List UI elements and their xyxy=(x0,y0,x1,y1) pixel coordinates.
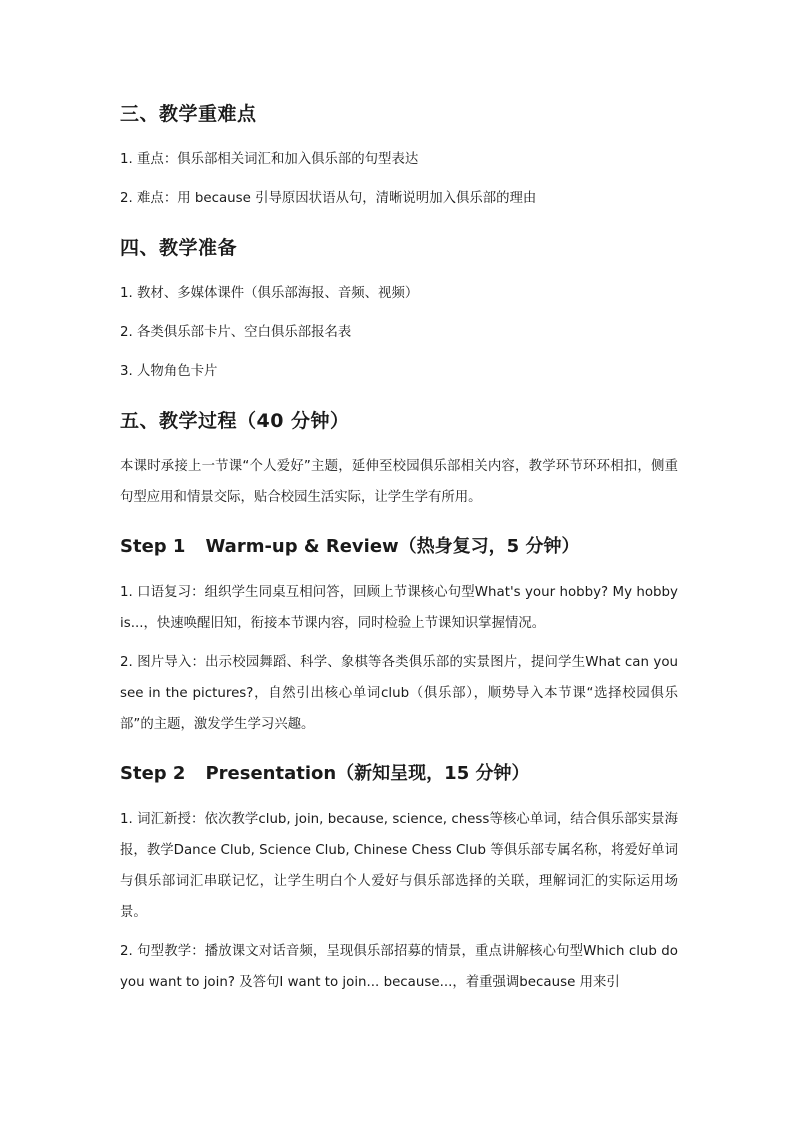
step-heading-1 xyxy=(120,531,678,563)
list-item: 1. 口语复习：组织学生同桌互相问答，回顾上节课核心句型What's your hobby? My hobby is...，快速唤醒旧知，衔接本节课内容，同时检验上节课知识掌握情况。 xyxy=(120,585,678,631)
document-body xyxy=(120,98,678,1006)
list-item: 1. 词汇新授：依次教学club, join, because, science, chess等核心单词，结合俱乐部实景海报，教学Dance Club, Science Club, Chinese Chess Club 等俱乐部专属名称，将爱好单词与俱乐部词汇串联记忆，让学生明白个人爱好与俱乐部选择的关联，理解词汇的实际运用场景。 xyxy=(120,812,678,920)
list-item: 2. 图片导入：出示校园舞蹈、科学、象棋等各类俱乐部的实景图片，提问学生What can you see in the pictures?，自然引出核心单词club（俱乐部），顺势导入本节课“选择校园俱乐部”的主题，激发学生学习兴趣。 xyxy=(120,655,678,732)
section-heading-3: 三、教学重难点 xyxy=(120,103,257,125)
list-item: 1. 重点：俱乐部相关词汇和加入俱乐部的句型表达 xyxy=(120,152,419,167)
list-item: 1. 教材、多媒体课件（俱乐部海报、音频、视频） xyxy=(120,286,419,301)
list-item: 2. 难点：用 because 引导原因状语从句，清晰说明加入俱乐部的理由 xyxy=(120,191,537,206)
intro-paragraph: 本课时承接上一节课“个人爱好”主题，延伸至校园俱乐部相关内容，教学环节环环相扣，侧重句型应用和情景交际，贴合校园生活实际，让学生学有所用。 xyxy=(120,459,678,505)
step-number: Step 1 xyxy=(120,536,186,557)
section-heading-5: 五、教学过程（40 分钟） xyxy=(120,410,350,432)
step-number: Step 2 xyxy=(120,763,186,784)
list-item: 2. 各类俱乐部卡片、空白俱乐部报名表 xyxy=(120,325,352,340)
step-heading-2 xyxy=(120,758,678,790)
list-item: 2. 句型教学：播放课文对话音频，呈现俱乐部招募的情景，重点讲解核心句型Which club do you want to join? 及答句I want to join... because...，着重强调because 用来引 xyxy=(120,944,678,990)
step-title: Presentation（新知呈现，15 分钟） xyxy=(205,763,530,784)
step-title: Warm-up & Review（热身复习，5 分钟） xyxy=(205,536,580,557)
section-heading-4: 四、教学准备 xyxy=(120,237,238,259)
list-item: 3. 人物角色卡片 xyxy=(120,364,218,379)
